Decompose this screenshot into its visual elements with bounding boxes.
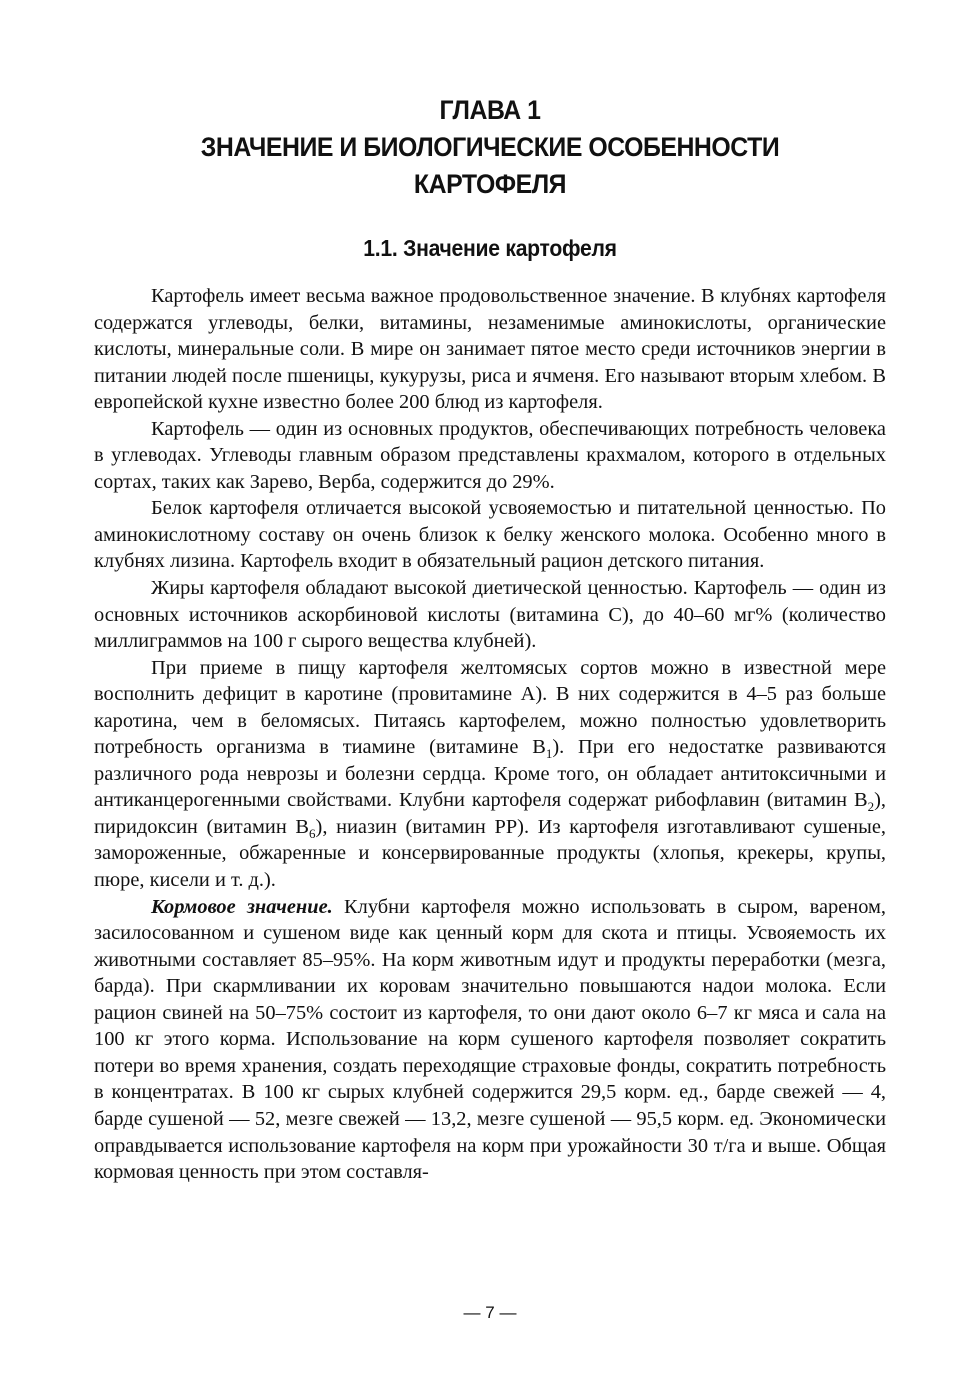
subscript-vitamin-b1: 1 bbox=[545, 746, 553, 762]
paragraph-3: Белок картофеля отличается высокой усвояемостью и питательной ценностью. По аминокислотному составу он очень близок к белку женского молока. Особенно много в клубнях лизина. Картофель входит в обязательный рацион детского питания. bbox=[94, 497, 886, 573]
paragraph-6 bbox=[94, 894, 886, 1186]
page-number: — 7 — bbox=[463, 1303, 517, 1322]
page-content bbox=[94, 92, 886, 1186]
paragraph-5-text-1: При приеме в пищу картофеля желтомясых сортов можно в известной мере восполнить дефицит в каротине (провитамине А). В них содержится в 4–5 раз больше каротина, чем в беломясых. Питаясь картофелем, можно полностью удовлетворить потребность организма в тиамине (витамине B bbox=[94, 656, 886, 759]
chapter-title-line2: КАРТОФЕЛЯ bbox=[413, 169, 567, 199]
paragraph-2: Картофель — один из основных продуктов, обеспечивающих потребность человека в углеводах. Углеводы главным образом представлены крахмалом, которого в отдельных сортах, таких как Зарево, Верба, содержится до 29%. bbox=[94, 417, 886, 493]
paragraph-4: Жиры картофеля обладают высокой диетической ценностью. Картофель — один из основных источников аскорбиновой кислоты (витамина С), до 40–60 мг% (количество миллиграммов на 100 г сырого вещества клубней). bbox=[94, 577, 886, 653]
subscript-vitamin-b6: 6 bbox=[309, 826, 316, 842]
paragraph-5 bbox=[94, 655, 886, 894]
paragraph-1: Картофель имеет весьма важное продовольственное значение. В клубнях картофеля содержатся углеводы, белки, витамины, незаменимые аминокислоты, органические кислоты, минеральные соли. В мире он занимает пятое место среди источников энергии в питании людей после пшеницы, кукурузы, риса и ячменя. Его называют вторым хлебом. В европейской кухне известно более 200 блюд из картофеля. bbox=[94, 285, 886, 414]
paragraph-6-lead: Кормовое значение. bbox=[151, 895, 333, 918]
subscript-vitamin-b2: 2 bbox=[867, 799, 875, 815]
paragraph-5-text-2: ). При его недостатке развиваются различного рода неврозы и болезни сердца. Кроме того, он обладает антитоксичными и антиканцерогенными свойствами. Клубни картофеля содержат рибофлавин (витамин B bbox=[94, 736, 887, 812]
body-text bbox=[94, 283, 886, 1186]
chapter-title-line1: ЗНАЧЕНИЕ И БИОЛОГИЧЕСКИЕ ОСОБЕННОСТИ bbox=[200, 132, 780, 162]
paragraph-5-text-4: ), ниазин (витамин PP). Из картофеля изготавливают сушеные, замороженные, обжаренные и консервированные продукты (хлопья, крекеры, крупы, пюре, кисели и т. д.). bbox=[94, 815, 886, 892]
paragraph-5-text-3: ), пиридоксин (витамин B bbox=[94, 789, 886, 838]
paragraph-6-text: Клубни картофеля можно использовать в сыром, вареном, засилосованном и сушеном виде как ценный корм для скота и птицы. Усвояемость их животными составляет 85–95%. На корм животным идут и продукты переработки (мезга, барда). При скармливании их коровам значительно повышаются надои молока. Если рацион свиней на 50–75% состоит из картофеля, то они дают около 6–7 кг мяса и сала на 100 кг этого корма. Использование на корм сушеного картофеля позволяет сократить потери во время хранения, создать переходящие страховые фонды, сократить потребность в концентратах. В 100 кг сырых клубней содержится 29,5 корм. ед., барде свежей — 4, барде сушеной — 52, мезге свежей — 13,2, мезге сушеной — 95,5 корм. ед. Экономически оправдывается использование картофеля на корм при урожайности 30 т/га и выше. Общая кормовая ценность при этом составля- bbox=[94, 895, 886, 1184]
chapter-heading bbox=[126, 92, 855, 203]
chapter-number: ГЛАВА 1 bbox=[439, 95, 541, 125]
section-title: 1.1. Значение картофеля bbox=[363, 235, 617, 261]
